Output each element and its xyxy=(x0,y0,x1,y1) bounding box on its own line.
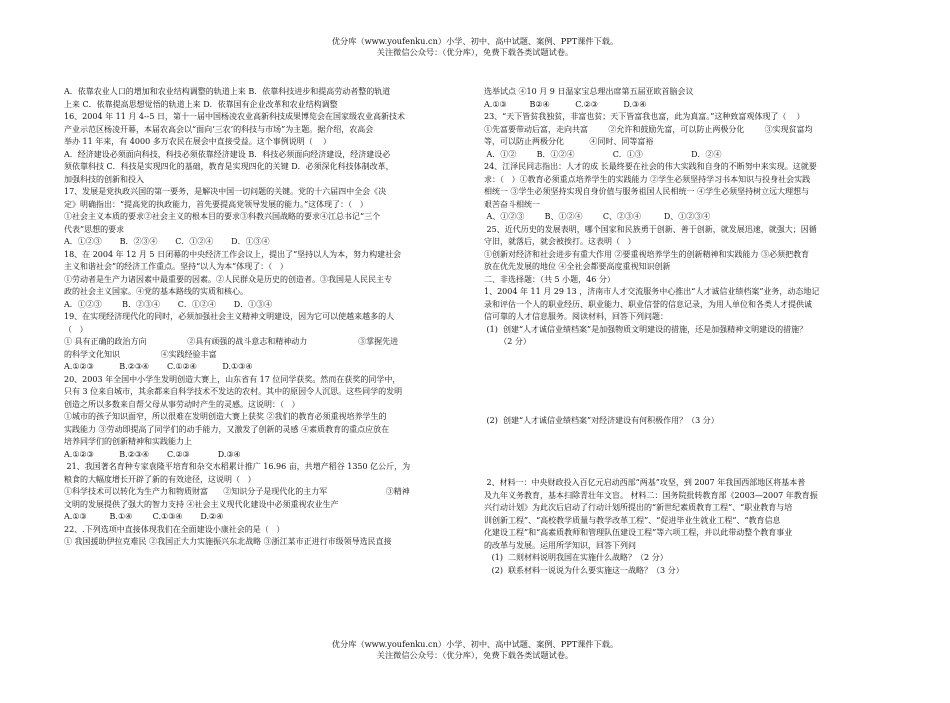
text-line: 培养同学们的创新精神和实践能力上 xyxy=(64,437,192,446)
right-question-2: (2) 创建“人才诚信业绩档案”对经济建设有何积极作用？（3 分） xyxy=(484,415,719,425)
text-line: 政的社会主义国家。④党的基本路线的实质和核心。 xyxy=(64,287,248,296)
page-header xyxy=(0,36,950,58)
text-line: （ ） xyxy=(64,324,88,334)
left-column xyxy=(64,86,472,549)
text-line: 1、2004 年 11 月 29 13 ，济南市人才交流服务中心推出“人才诚信业绩档案”业务，动态地记 xyxy=(484,287,820,296)
text-line: ① 我国援助伊拉克难民 ②我国正大力实施振兴东北战略 ③浙江某市正进行市级领导选民直接 xyxy=(64,537,392,546)
text-line: 二、非选择题：（共 5 小题，46 分） xyxy=(484,274,615,284)
text-line: 17、发展是党执政兴国的第一要务，是解决中国一切问题的关键。党的十六届四中全会《决 xyxy=(64,187,387,196)
text-line: A.①③ B②④ C.②③ D.③④ xyxy=(484,99,647,109)
right-block-3 xyxy=(484,477,896,577)
text-line: (1) 创建“人才诚信业绩档案”是加强物质文明建设的措施，还是加强精神文明建设的措施？ xyxy=(484,324,808,334)
text-line: 求：（ ）①教育必须重点培养学生的实践能力 ②学生必须坚持学习书本知识与投身社会实践 xyxy=(484,174,811,184)
text-line: 22、.下列选项中直接体现我们在全面建设小康社会的是（ ） xyxy=(64,524,285,534)
text-line: 创造之所以多数来自帮父母从事劳动时产生的灵感。这说明：（ ） xyxy=(64,399,300,409)
text-line: A．①②③ B．②③④ C．①②④ D．①③④ xyxy=(64,237,270,246)
text-line: A．①②③ B．②③④ C．①②④ D．①③④ xyxy=(64,299,273,309)
text-line: 及九年义务教育，基本扫除青壮年文盲。 材料二：国务院批转教育部《2003—2007 年教育振 xyxy=(484,490,818,500)
text-line: 艰苦奋斗相统一 xyxy=(484,199,540,209)
text-line: ①城市的孩子知识面窄，所以很难在发明创造大赛上获奖 ②我们的教育必须重视培养学生的 xyxy=(64,412,387,421)
text-line: 的改革与发展。运用所学知识，回答下列问 xyxy=(484,540,636,550)
text-line: 19、在实现经济现代化的同时，必须加强社会主义精神文明建设，因为它可以使越来越多的人 xyxy=(64,312,395,321)
right-block-1 xyxy=(484,86,896,349)
text-line: 产业示范区杨凌开幕，本届农高会以“面向‘三农’的科技与市场”为主题。据介绍，农高会 xyxy=(64,124,374,134)
text-line: ①科学技术可以转化为生产力和物质财富 ②知识分子是现代化的主力军 ③精神 xyxy=(64,487,410,496)
text-line: 加强科技的创新和投入 xyxy=(64,174,144,184)
text-line: （2 分） xyxy=(484,337,531,346)
text-line: ①先富要带动后富，走向共富 ②允许和鼓励先富，可以防止两极分化 ③实现贫富均 xyxy=(484,124,813,134)
header-line-2: 关注微信公众号：（优分库），免费下载各类试题试卷。 xyxy=(376,47,574,57)
text-line: 23、“天下皆贫我独贫，非富也贫；天下皆富我也富，此为真富。”这种致富观体现了（ ） xyxy=(484,112,805,121)
text-line: 25、近代历史的发展表明，哪个国家和民族勇于创新、善于创新，就发展迅速，就强大；因循 xyxy=(484,224,817,234)
text-line: 录和评估一个人的职业经历、职业能力、职业信誉的信息记录，为用人单位和各类人才提供诚 xyxy=(484,299,812,309)
text-line: 16、2004 年 11 月 4--5 日，第十一届中国杨凌农业高新科技成果博览会在国家级农业高新技术 xyxy=(64,112,406,121)
text-line: 信可靠的人才信息服务。阅读材料，回答下列问题： xyxy=(484,312,668,321)
text-line: 放在优先发展的地位 ④全社会都要高度重视知识创新 xyxy=(484,262,671,271)
text-line: 须依靠科技 C．科技是实现四化的基础，教育是实现四化的关键 D．必须深化科技体制改革， xyxy=(64,162,394,171)
text-line: 化建设工程”和“高素质教师和管理队伍建设工程”等六项工程，并以此带动整个教育事业 xyxy=(484,528,793,537)
text-line: 21、我国著名育种专家袁隆平培育和杂交水稻累计推广 16.96 亩，共增产稻谷 1350 亿公斤，为 xyxy=(64,462,411,471)
text-line: A.①③ B.①④ C.①③④ D.②④ xyxy=(64,512,224,521)
text-line: (2) 联系材料一说说为什么要实施这一战略？（3 分） xyxy=(484,565,684,575)
text-line: ①创新对经济和社会进步有重大作用 ②要重视培养学生的创新精神和实践能力 ③必须把教育 xyxy=(484,249,810,259)
text-line: 文明的发展提供了强大的智力支持 ④社会主义现代化建设中必须重视农业生产 xyxy=(64,499,339,509)
text-line: 的科学文化知识 ④实践经验丰富 xyxy=(64,349,217,359)
text-line: A、①②③ B、①②④ C、②③④ D、①②③④ xyxy=(484,212,711,221)
text-line: 守旧，就落后，就会被挨打。这表明（ ） xyxy=(484,237,636,246)
text-line: A.①②③ B.②③④ C.①②④ D.①③④ xyxy=(64,362,253,371)
text-line: (1) 二则材料说明我国在实施什么战略？（2 分） xyxy=(484,553,668,562)
text-line: 选举试点 ④10 月 9 日温家宝总理出席第五届亚欧首脑会议 xyxy=(484,87,694,96)
text-line: 等，可以防止两极分化 ④同时、同等富裕 xyxy=(484,137,654,146)
text-line: 定》明确指出：“提高党的执政能力，首先要提高党领导发展的能力。”这体现了：（ ） xyxy=(64,199,368,209)
answer-space-2 xyxy=(484,427,896,477)
text-line: 兴行动计划》为此次后启动了行动计划所提出的“新世纪素质教育工程”、“职业教育与培 xyxy=(484,503,793,512)
text-line: 只有 3 位来自城市，其余都来自科学技术不发达的农村。其中的原因令人沉思。这些同学的发明 xyxy=(64,387,403,396)
text-line: 实践能力 ③劳动即提高了同学们的动手能力，又激发了创新的灵感 ④素质教育的重点应放在 xyxy=(64,424,390,434)
text-line: 上来 C．依靠提高思想觉悟的轨道上来 D．依靠国有企业改革和农业结构调整 xyxy=(64,99,338,109)
footer-line-2: 关注微信公众号：（优分库），免费下载各类试题试卷。 xyxy=(376,650,574,660)
text-line: 18、在 2004 年 12 月 5 日闭幕的中央经济工作会议上，提出了“坚持以人为本，努力构建社会 xyxy=(64,249,402,259)
text-line: 粮食的大幅度增长开辟了新的有效途径，这说明（ ） xyxy=(64,474,256,484)
text-line: 主义和谐社会”的经济工作重点。坚持“以人为本”体现了：（ ） xyxy=(64,262,288,271)
header-line-1: 优分库（www.youfenku.cn）小学、初中、高中试题、案例、PPT课件下载。 xyxy=(331,36,619,46)
text-line: ① 具有正确的政治方向 ②具有顽强的战斗意志和精神动力 ③掌握先进 xyxy=(64,337,399,346)
text-line: 2、材料一：中央财政投入百亿元启动西部“两基”攻坚，到 2007 年我国西部地区将基本普 xyxy=(484,478,806,487)
text-line: A．经济建设必须面向科技，科技必须依靠经济建设 B．科技必须面向经济建设，经济建设必 xyxy=(64,149,391,159)
text-line: A.①②③ B.②③④ C.②③ D.③④ xyxy=(64,449,241,459)
text-line: ①社会主义本质的要求②社会主义的根本目的要求③科教兴国战略的要求④江总书记“三个 xyxy=(64,212,381,221)
text-line: 举办 11 年来，有 4000 多万农民在展会中直接受益。这个事例说明（ ） xyxy=(64,137,331,146)
text-line: ①劳动者是生产力诸因素中最重要的因素。②人民群众是历史的创造者。③我国是人民民主专 xyxy=(64,274,392,284)
right-column xyxy=(484,86,896,577)
text-line: 24、江泽民同志指出：人才的成 长最终要在社会的伟大实践和自身的不断努中来实现。这就要 xyxy=(484,162,817,171)
text-line: 相统一 ③学生必须坚持实现自身价值与服务祖国人民相统一 ④学生必须坚持树立远大理想与 xyxy=(484,187,810,196)
text-line: 20、2003 年全国中小学生发明创造大赛上，山东省有 17 位同学获奖。然而在获奖的同学中， xyxy=(64,374,401,384)
text-line: 训创新工程”、“高校教学质量与教学改革工程”、“促进毕业生就业工程”、“教育信息 xyxy=(484,515,781,525)
text-line: A．依靠农业人口的增加和农业结构调整的轨道上来 B．依靠科技进步和提高劳动者整的轨道 xyxy=(64,87,391,96)
answer-space-1 xyxy=(484,349,896,415)
text-line: A．①② B．①②④ C．①③ D．②④ xyxy=(484,149,722,159)
footer-line-1: 优分库（www.youfenku.cn）小学、初中、高中试题、案例、PPT课件下载。 xyxy=(331,639,619,649)
page-footer xyxy=(0,639,950,661)
text-line: 代表”思想的要求 xyxy=(64,224,125,234)
